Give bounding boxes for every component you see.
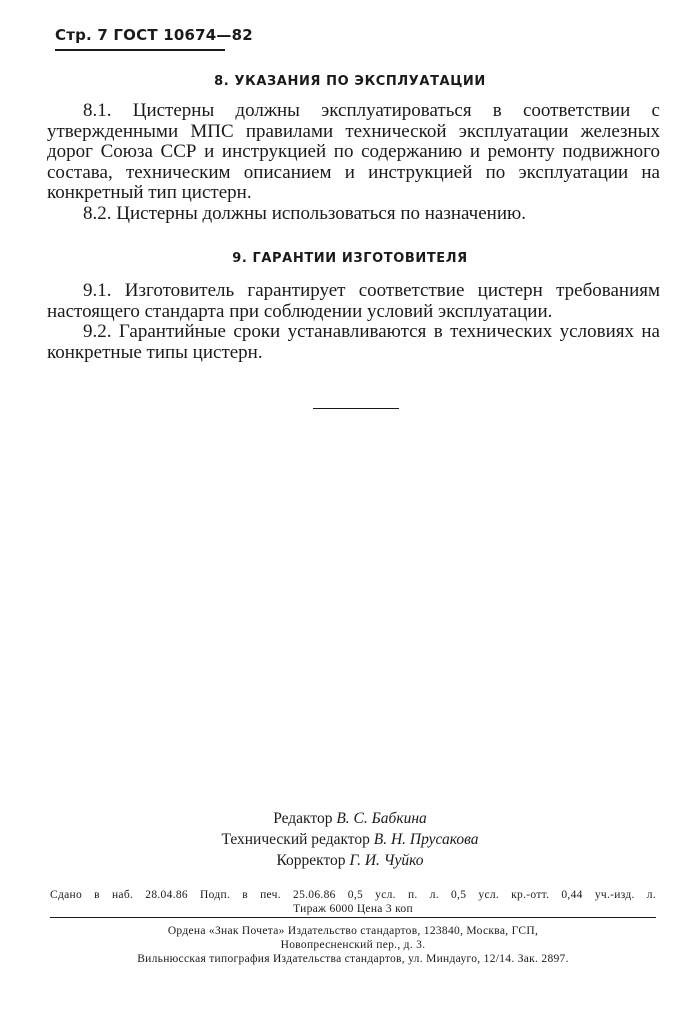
editor-label: Редактор xyxy=(273,810,333,827)
tech-editor-line xyxy=(0,829,700,850)
imprint-line-5: Вильнюсская типография Издательства стандартов, ул. Миндауго, 12/14. Зак. 2897. xyxy=(137,953,569,965)
tech-editor-label: Технический редактор xyxy=(221,831,370,848)
imprint-rule xyxy=(50,917,656,918)
credits-block xyxy=(0,808,700,871)
imprint-line-1: Сдано в наб. 28.04.86 Подп. в печ. 25.06.86 0,5 усл. п. л. 0,5 усл. кр.-отт. 0,44 уч.-изд. л. xyxy=(50,889,656,901)
section-9-title: 9. ГАРАНТИИ ИЗГОТОВИТЕЛЯ xyxy=(232,251,468,266)
imprint-line-2: Тираж 6000 Цена 3 коп xyxy=(293,903,413,915)
section-8-title: 8. УКАЗАНИЯ ПО ЭКСПЛУАТАЦИИ xyxy=(214,74,486,89)
paragraph-9-2: 9.2. Гарантийные сроки устанавливаются в технических условиях на конкретные типы цистерн. xyxy=(47,321,660,363)
corrector-label: Корректор xyxy=(276,852,346,869)
corrector-name: Г. И. Чуйко xyxy=(349,852,424,869)
page-header: Стр. 7 ГОСТ 10674—82 xyxy=(55,26,253,44)
tech-editor-name: В. Н. Прусакова xyxy=(373,831,479,848)
header-rule xyxy=(55,49,225,51)
paragraph-9-1: 9.1. Изготовитель гарантирует соответствие цистерн требованиям настоящего стандарта при соблюдении условий эксплуатации. xyxy=(47,280,660,322)
end-of-text-rule xyxy=(313,408,399,409)
imprint-top xyxy=(50,888,656,916)
imprint-line-3: Ордена «Знак Почета» Издательство стандартов, 123840, Москва, ГСП, xyxy=(167,925,539,937)
imprint-bottom xyxy=(50,924,656,966)
paragraph-8-2: 8.2. Цистерны должны использоваться по назначению. xyxy=(83,203,526,224)
editor-line xyxy=(0,808,700,829)
imprint-line-4: Новопресненский пер., д. 3. xyxy=(280,939,426,951)
editor-name: В. С. Бабкина xyxy=(336,810,427,827)
corrector-line xyxy=(0,850,700,871)
paragraph-8-1: 8.1. Цистерны должны эксплуатироваться в соответствии с утвержденными МПС правилами технической эксплуатации железных дорог Союза ССР и инструкцией по содержанию и ремонту подвижного состава, техническим описанием и инструкцией по эксплуатации на конкретный тип цистерн. xyxy=(47,100,660,203)
